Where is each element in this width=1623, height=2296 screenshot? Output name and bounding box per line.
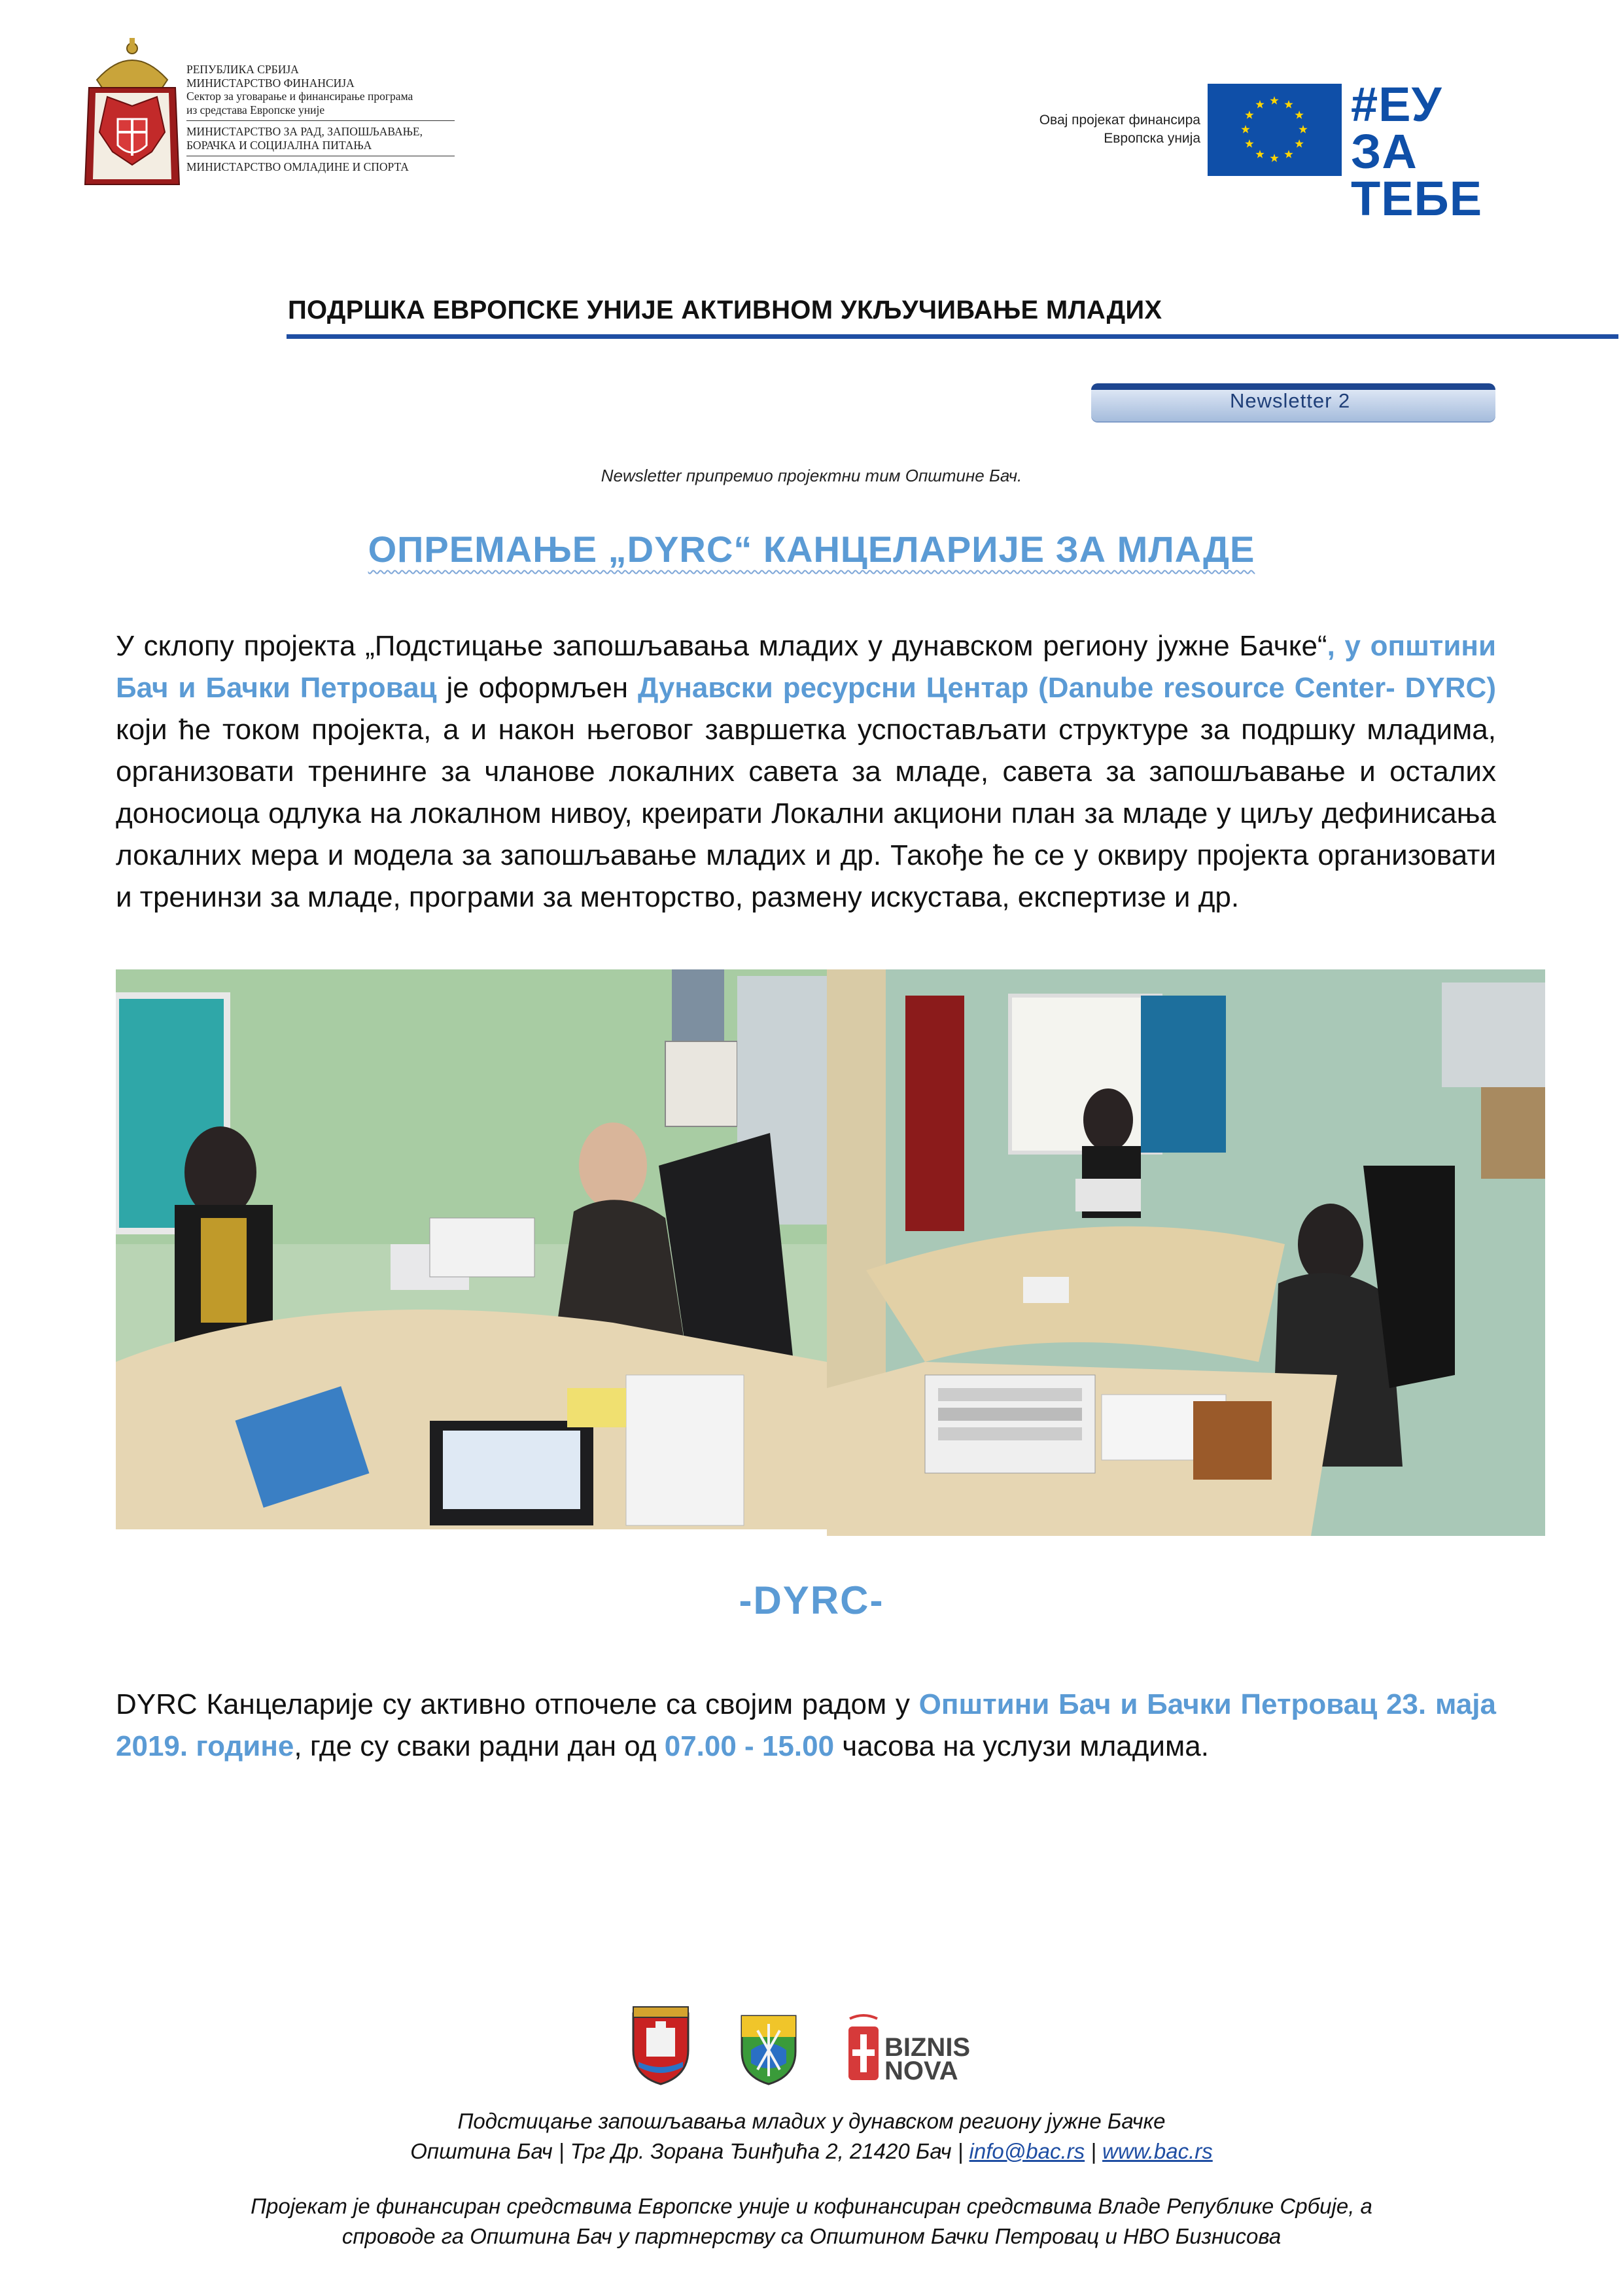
article-title [0, 528, 1623, 570]
ministries-block [186, 63, 468, 174]
footer-project-name: Подстицање запошљавања младих у дунавском региону јужне Бачке [457, 2109, 1166, 2133]
program-title: ПОДРШКА ЕВРОПСКЕ УНИЈЕ АКТИВНОМ УКЉУЧИВАЊЕ МЛАДИХ [288, 296, 1162, 324]
ministry-youth: МИНИСТАРСТВО ОМЛАДИНЕ И СПОРТА [186, 160, 409, 173]
office-photo-2 [827, 969, 1545, 1536]
eu-slogan-line2: ЗА ТЕБЕ [1351, 124, 1483, 226]
prepared-by-note: Newsletter припремио пројектни тим Општине Бач. [601, 466, 1022, 485]
title-underline [287, 334, 1618, 339]
eu-slogan [1351, 77, 1527, 226]
opening-text-2: , где су сваки радни дан од [294, 1730, 665, 1762]
backi-petrovac-coat-of-arms-icon [738, 2011, 799, 2087]
section-label: -DYRC- [739, 1578, 884, 1622]
nova-line: NOVA [884, 2057, 958, 2085]
office-photo-1 [116, 969, 827, 1529]
newsletter-label: Newsletter 2 [1230, 389, 1351, 412]
ministry-finance-line3: Сектор за уговарање и финансирање програма [186, 90, 413, 103]
opening-location-date: Општини Бач и Бачки Петровац 23. маја 2019. године [116, 1688, 1496, 1762]
serbia-coat-of-arms-icon [84, 34, 181, 191]
ministry-finance-line1: РЕПУБЛИКА СРБИЈА [186, 63, 299, 76]
footer-email-link[interactable]: info@bac.rs [969, 2139, 1085, 2163]
article-title-text: ОПРЕМАЊЕ „DYRC“ КАНЦЕЛАРИЈЕ ЗА МЛАДЕ [368, 529, 1255, 570]
eu-flag-icon [1208, 84, 1342, 176]
opening-text-3: часова на услузи младима. [834, 1730, 1209, 1762]
opening-paragraph [116, 1684, 1496, 1767]
ministry-labor-line1: МИНИСТАРСТВО ЗА РАД, ЗАПОШЉАВАЊЕ, [186, 125, 423, 138]
footer-website-link[interactable]: www.bac.rs [1102, 2139, 1213, 2163]
intro-text-3: који ће током пројекта, а и након његовог завршетка успостављати структуре за подршку младима, организовати тренинге за чланове локалних савета за младе, савета за запошљавање и осталих доносиоца одлука на локалном нивоу, креирати Локални акциони план за младе у циљу дефинисања локалних мера и модела за запошљавање младих и др. Такође ће се у оквиру пројекта организовати и тренинзи за младе, програми за менторство, размену искустава, експертизе и др. [116, 714, 1496, 913]
eu-funding-line1: Овај пројекат финансира [1039, 113, 1200, 128]
intro-text-1: У склопу пројекта „Подстицање запошљавања младих у дунавском региону јужне Бачке“ [116, 630, 1327, 662]
ministry-labor-line2: БОРАЧКА И СОЦИЈАЛНА ПИТАЊА [186, 138, 372, 152]
intro-paragraph [116, 625, 1496, 918]
opening-text-1: DYRC Канцеларије су активно отпочеле са својим радом у [116, 1688, 919, 1720]
footer-contact [0, 2136, 1623, 2166]
biznis-nova-logo-text [884, 2033, 971, 2085]
ministry-finance-line2: МИНИСТАРСТВО ФИНАНСИЈА [186, 76, 355, 90]
intro-municipalities: , у општини Бач и Бачки Петровац [116, 630, 1496, 704]
eu-slogan-line1: #ЕУ [1351, 77, 1442, 131]
footer-separator: | [1085, 2139, 1103, 2163]
ministry-divider [186, 120, 455, 121]
eu-funding-line2: Европска унија [1104, 131, 1200, 146]
opening-hours: 07.00 - 15.00 [664, 1730, 835, 1762]
ministry-finance-line4: из средстава Европске уније [186, 103, 325, 116]
bac-coat-of-arms-icon [627, 2004, 695, 2087]
biznis-nova-mark-icon [847, 2013, 880, 2081]
biznis-line: BIZNIS [884, 2033, 971, 2062]
footer-funding-line2: спроводе га Општина Бач у партнерству са Општином Бачки Петровац и НВО Бизнисова [341, 2224, 1282, 2248]
intro-text-2: је оформљен [436, 672, 638, 704]
footer-address: Општина Бач | Трг Др. Зорана Ђинђића 2, 21420 Бач | [410, 2139, 969, 2163]
intro-center-name: Дунавски ресурсни Центар (Danube resource Center- DYRC) [637, 672, 1496, 704]
eu-funding-note [942, 111, 1200, 148]
footer-funding-line1: Пројекат је финансиран средствима Европске уније и кофинансиран средствима Владе Републике Србије, а [251, 2194, 1372, 2218]
